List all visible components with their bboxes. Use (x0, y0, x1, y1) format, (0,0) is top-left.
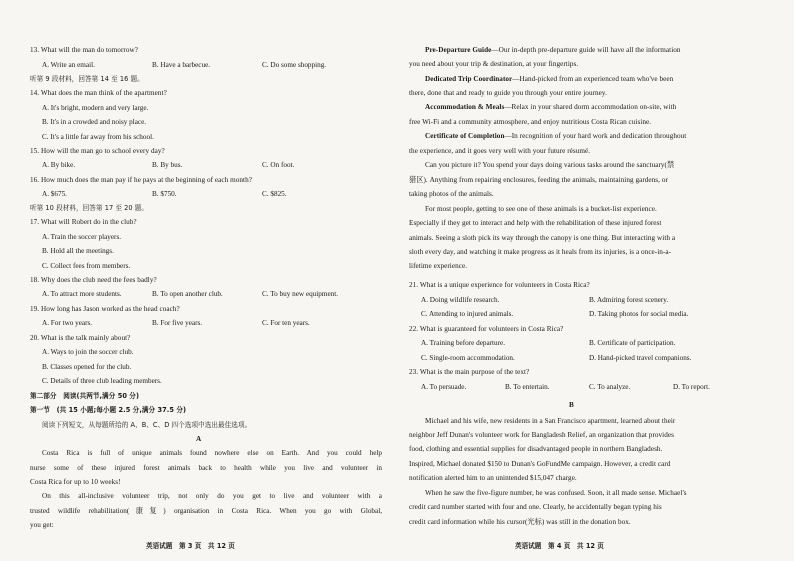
intro-line-3 (425, 75, 673, 84)
intro-line-6: free Wi-Fi and a community atmosphere, and enjoy nutritious Costa Rican cuisine. (409, 118, 652, 126)
q23-option-a: A. To persuade. (421, 383, 467, 391)
passage-b-line-6: When he saw the five-figure number, he was confused. Soon, it all made sense. Michael's (425, 489, 687, 497)
passage-a-line-5: trusted wildlife rehabilitation(康复) organisation in Costa Rica. When you go with Global, (30, 507, 382, 515)
pre-departure-guide-text: —Our in-depth pre-departure guide will have all the information (491, 46, 681, 54)
passage-a-label: A (196, 435, 202, 443)
intro-line-7 (425, 132, 686, 141)
q15-option-c: C. On foot. (262, 161, 295, 169)
body-line-14: animals. Seeing a sloth pick its way through the canopy is one thing. But interacting with a (409, 234, 676, 242)
certificate-text: —In recognition of your hard work and dedication throughout (504, 132, 687, 140)
q23-option-b: B. To entertain. (505, 383, 550, 391)
q21-question: 21. What is a unique experience for volunteers in Costa Rica? (409, 281, 590, 289)
intro-line-4: there, done that and ready to guide you through your entire journey. (409, 89, 607, 97)
q20-option-a: A. Ways to join the soccer club. (42, 348, 134, 356)
passage-b-line-5: notification alerted him to an unintended $15,047 charge. (409, 474, 577, 482)
body-line-16: lifetime experience. (409, 262, 468, 270)
q14-option-c: C. It's a little far away from his school. (42, 133, 154, 141)
q18-question: 18. Why does the club need the fees badly? (30, 276, 157, 284)
q18-option-c: C. To buy new equipment. (262, 290, 339, 298)
q15-question: 15. How will the man go to school every day? (30, 147, 165, 155)
q13-option-c: C. Do some shopping. (262, 61, 327, 69)
q14-option-a: A. It's bright, modern and very large. (42, 104, 149, 112)
q21-option-d: D. Taking photos for social media. (589, 310, 689, 318)
q18-option-a: A. To attract more students. (42, 290, 122, 298)
q23-option-c: C. To analyze. (589, 383, 631, 391)
q22-option-b: B. Certificate of participation. (589, 339, 676, 347)
q16-option-a: A. $675. (42, 190, 67, 198)
passage-b-line-3: food, clothing and essential supplies for disadvantaged people in northern Bangladesh. (409, 445, 663, 453)
passage-b-label: B (569, 401, 574, 409)
q22-option-a: A. Training before departure. (421, 339, 506, 347)
passage-b-line-1: Michael and his wife, new residents in a San Francisco apartment, learned about their (425, 417, 676, 425)
q13-question: 13. What will the man do tomorrow? (30, 46, 138, 54)
passage-b-line-2: neighbor Jeff Dunan's volunteer work for Bangladesh Relief, an organization that provides (409, 431, 674, 439)
body-line-12: For most people, getting to see one of these animals is a bucket-list experience. (425, 205, 657, 213)
q13-option-b: B. Have a barbecue. (152, 61, 211, 69)
q23-question: 23. What is the main purpose of the text? (409, 368, 530, 376)
certificate-term: Certificate of Completion (425, 132, 505, 140)
q19-question: 19. How long has Jason worked as the head coach? (30, 305, 180, 313)
body-line-13: Especially if they get to interact and help with the rehabilitation of these injured forest (409, 219, 662, 227)
q19-option-c: C. For ten years. (262, 319, 310, 327)
material-9-instruction: 听第 9 段材料，回答第 14 至 16 题。 (30, 75, 144, 83)
q16-option-b: B. $750. (152, 190, 177, 198)
page-footer-left: 英语试题 第 3 页 共 12 页 (146, 542, 235, 550)
passage-b-line-8: credit card information while his cursor(光标) was still in the donation box. (409, 518, 631, 526)
passage-a-line-2: nurse some of these injured forest animals back to health while you live and volunteer in (30, 464, 382, 472)
q17-option-c: C. Collect fees from members. (42, 262, 131, 270)
material-10-instruction: 听第 10 段材料，回答第 17 至 20 题。 (30, 204, 149, 212)
body-line-10: 猎区). Anything from repairing enclosures, feeding the animals, maintaining gardens, or (409, 176, 668, 184)
q21-option-a: A. Doing wildlife research. (421, 296, 500, 304)
q17-option-b: B. Hold all the meetings. (42, 247, 114, 255)
passage-a-line-4: On this all-inclusive volunteer trip, not only do you get to live and volunteer with a (42, 492, 382, 500)
accommodation-term: Accommodation & Meals (425, 103, 505, 111)
q15-option-a: A. By bike. (42, 161, 76, 169)
part2-heading: 第二部分 阅读(共两节,满分 50 分) (30, 392, 140, 400)
q15-option-b: B. By bus. (152, 161, 183, 169)
q16-option-c: C. $825. (262, 190, 287, 198)
q14-question: 14. What does the man think of the apartment? (30, 89, 167, 97)
intro-line-5 (425, 103, 676, 112)
q19-option-a: A. For two years. (42, 319, 93, 327)
q20-option-c: C. Details of three club leading members. (42, 377, 162, 385)
intro-line-8: the experience, and it goes very well with your future résumé. (409, 147, 591, 155)
right-page (397, 0, 794, 561)
q17-option-a: A. Train the soccer players. (42, 233, 122, 241)
q22-question: 22. What is guaranteed for volunteers in Costa Rica? (409, 325, 564, 333)
passage-a-line-6: you get: (30, 521, 54, 529)
q20-option-b: B. Classes opened for the club. (42, 363, 132, 371)
q19-option-b: B. For five years. (152, 319, 203, 327)
q13-option-a: A. Write an email. (42, 61, 95, 69)
q18-option-b: B. To open another club. (152, 290, 223, 298)
page-footer-right: 英语试题 第 4 页 共 12 页 (515, 542, 604, 550)
q21-option-c: C. Attending to injured animals. (421, 310, 514, 318)
q22-option-c: C. Single-room accommodation. (421, 354, 515, 362)
passage-b-line-4: Inspired, Michael donated $150 to Dunan's GoFundMe campaign. However, a credit card (409, 460, 671, 468)
intro-line-2: you need about your trip & destination, at your fingertips. (409, 60, 579, 68)
passage-a-line-3: Costa Rica for up to 10 weeks! (30, 478, 121, 486)
pre-departure-guide-term: Pre-Departure Guide (425, 46, 492, 54)
passage-a-line-1: Costa Rica is full of unique animals found nowhere else on Earth. And you could help (42, 449, 382, 457)
passage-b-line-7: credit card number started with four and one. Clearly, he accidentally began typing his (409, 503, 662, 511)
q17-question: 17. What will Robert do in the club? (30, 218, 137, 226)
q14-option-b: B. It's in a crowded and noisy place. (42, 118, 147, 126)
section1-heading: 第一节 (共 15 小题;每小题 2.5 分,满分 37.5 分) (30, 406, 187, 414)
trip-coordinator-text: —Hand-picked from an experienced team who've been (512, 75, 674, 83)
body-line-11: taking photos of the animals. (409, 190, 494, 198)
accommodation-text: —Relax in your shared dorm accommodation on-site, with (504, 103, 677, 111)
q16-question: 16. How much does the man pay if he pays at the beginning of each month? (30, 176, 252, 184)
q21-option-b: B. Admiring forest scenery. (589, 296, 669, 304)
body-line-9: Can you picture it? You spend your days doing various tasks around the sanctuary(禁 (425, 161, 675, 169)
trip-coordinator-term: Dedicated Trip Coordinator (425, 75, 513, 83)
q20-question: 20. What is the talk mainly about? (30, 334, 131, 342)
q23-option-d: D. To report. (673, 383, 710, 391)
intro-line-1 (425, 46, 681, 55)
q22-option-d: D. Hand-picked travel companions. (589, 354, 692, 362)
body-line-15: sloth every day, and watching it make progress as it heals from its injuries, is a once-in-a- (409, 248, 672, 256)
reading-instruction: 阅读下列短文，从每题所给的 A、B、C、D 四个选项中选出最佳选项。 (42, 421, 252, 429)
